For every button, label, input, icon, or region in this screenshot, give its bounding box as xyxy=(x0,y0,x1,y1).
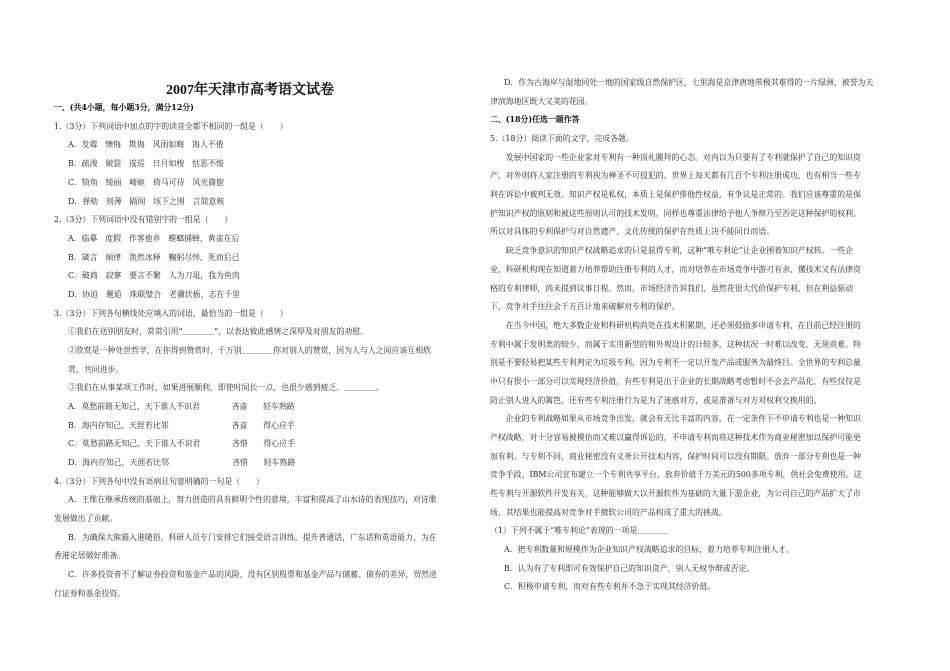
q1-option-b: B．疏浚 皴裂 逡巡 日月如梭 怙恶不悛 xyxy=(68,159,224,168)
section-heading-1: 一、(共4小题，每小题3分，满分12分) xyxy=(54,103,194,112)
q3-sentence-3: ③我们在从事某项工作时，如果进展顺利，即使时间长一点，也很少感到疲乏。＿＿＿＿。 xyxy=(68,383,384,392)
sub-question-1: （1）下列不属于“唯专利论”表现的一项是＿＿＿＿ xyxy=(490,526,669,535)
passage-line: 竞争手段，IBM公司宣布建立一个专利共享平台，放弃价值千万美元的500多项专利，供社会免费使用。这 xyxy=(490,470,862,479)
passage-line: 缺乏竞争意识的知识产权战略追求的只是获得专利，这种“唯专利论”让企业围着知识产权转。一些企 xyxy=(490,246,854,255)
passage-line: 在当今中国，绝大多数企业和科研机构尚处在技术积累期，还必须鼓励多申请专利，在目前已经注册的 xyxy=(490,321,861,330)
q3-option-a: A．莫愁前路无知己，天下谁人不识君 吝啬 轻车熟路 xyxy=(68,402,295,411)
q2-option-d: D．协迫 邂逅 珠联璧合 老骥伏枥，志在千里 xyxy=(68,290,241,299)
passage-line: 别是不要轻易把某些专利判定为垃圾专利，因为专利不一定以开发产品或服务为最终目。全世界的专利总量 xyxy=(490,358,861,367)
q2-option-b: B．箴言 倾律 涣然冰释 鞠躬尽悴，死而后已 xyxy=(68,253,240,262)
q4-option-c: C．许多投资者不了解证券投资和基金产品的风险，没有区别股票和基金产品与储蓄、债券的差异，贸然进 xyxy=(68,570,438,579)
q4-option-c-cont: 行证券和基金投资。 xyxy=(54,589,126,598)
question-3: 3.（3分）下列各句横线处应填入的词语，最恰当的一组是（ ） xyxy=(54,309,288,318)
passage-line: 加有利。与专利不同，商业秘密没有义务公开技术内容，保护时间可以没有期限。放弃一部分专利也是一种 xyxy=(490,452,861,461)
q4-option-a: A．王维在继承传统的基础上，努力创造的具有鲜明个性的意境，丰富和提高了山水诗的表现技巧，对诗歌 xyxy=(68,495,437,504)
passage-line: 防止别人进入的篱笆，还有些专利注册行为是为了迷惑对方，或是准备与对方对权利交换用的。 xyxy=(490,396,822,405)
q4-option-d-cont: 津滨海地区既大又美的花园。 xyxy=(490,97,593,106)
question-1: 1.（3分）下列词语中加点的字的读音全都不相同的一组是（ ） xyxy=(54,122,288,131)
q3-option-b: B．海内存知己，天涯若比邻 吝啬 得心应手 xyxy=(68,421,295,430)
q3-sentence-2: ②欣赏是一种处世哲学，在你得到赞赏时，千万别＿＿＿＿你对别人的赞赏，因为人与人之间应该互相欣 xyxy=(68,346,431,355)
q4-option-b-cont: 香港定居做好准备。 xyxy=(54,551,126,560)
passage-line: 下，竞争对手往往会千方百计地来破解对专利的保护。 xyxy=(490,302,680,311)
sq1-option-b: B．认为有了专利即可有效保护自己的知识资产，别人无权争辩或否定。 xyxy=(504,564,755,573)
passage-line: 些专利与开源软件开发有关，这种能够做大以开源软件为基础的大量下游企业，为公司自己的产品扩大了市 xyxy=(490,489,861,498)
sq1-option-c: C．积极申请专利，而对有些专利并不急于实现其经济价值。 xyxy=(504,582,716,591)
q4-option-d: D．作为古海岸与湿地同处一地的国家级自然保护区，七里海是京津唐地带极其难得的一片绿洲，被誉为天 xyxy=(504,78,874,87)
passage-line: 利在诉讼中被判无效。知识产权是私权，本质上是保护排他性权益，有争议是正常的。我们应该尊重的是保 xyxy=(490,190,861,199)
exam-title: 2007年天津市高考语文试卷 xyxy=(166,83,334,98)
q1-option-a: A．发霉 懊悔 欺侮 风雨如晦 海人不倦 xyxy=(68,140,224,149)
section-heading-2: 二、(18分)任选一题作答 xyxy=(490,115,580,124)
q4-option-a-cont: 发展做出了贡献。 xyxy=(54,514,118,523)
passage-line: 发展中国家的一些企业家对专利有一种顶礼膜拜的心态。对内以为只要有了专利就保护了自己的知识资 xyxy=(490,153,861,162)
q1-option-d: D．弹劾 刻薄 隔阂 垓下之围 言简意赅 xyxy=(68,197,225,206)
passage-line: 业，科研机构现在知道着力培养帮助注册专利的人才，而对培养在市场竞争中游刃有余、懂技术又有法律资 xyxy=(490,265,861,274)
q3-option-d: D．海内存知己，天涯若比邻 吝惜 轻车熟路 xyxy=(68,458,296,467)
question-5: 5.（18分）阅读下面的文字，完成各题。 xyxy=(490,134,634,143)
sq1-option-a: A．把专利数量和规模作为企业知识产权战略追求的目标，着力培养专利注册人才。 xyxy=(504,545,794,554)
passage-line: 护知识产权的原则和被这些原则认可的技术发明，同样也尊重法律给予他人争辩乃至否定这种保护的权利。 xyxy=(490,209,861,218)
question-4: 4.（3分）下列各句中没有语病且句意明确的一句是（ ） xyxy=(54,477,264,486)
q4-option-b: B．为确保大熊猫入港随俗，科研人员专门安排它们接受语言训练，提升普通话，广东话和英语能力，为在 xyxy=(68,533,437,542)
q3-sentence-2-cont: 赏，共同进步。 xyxy=(68,365,124,374)
q2-option-c: C．破商 寂寥 要言不繁 人为刀俎，我为鱼肉 xyxy=(68,271,240,280)
passage-line: 格的专利律师，尚未提到议事日程。然而，市场经济告诉我们，虽然花很大代价保护专利，但在利益驱动 xyxy=(490,284,853,293)
passage-line: 专利中属于发明类的较少，而属于实用新型的和外观设计的计较多，这种状况一时难以改变，无须责难。特 xyxy=(490,340,861,349)
q2-option-a: A．临摹 度假 作客他乡 螳螂捕蝉，黄雀在后 xyxy=(68,234,240,243)
passage-line: 产，对外则将人家注册的专利视为禅圣不可侵犯的。世界上每天都有几百个专利注册成功，也有相当一些专 xyxy=(490,171,861,180)
q3-sentence-1: ①我们在送别朋友时，常常引用“＿＿＿＿”，以表达彼此感情之深厚及对朋友的劝慰。 xyxy=(68,327,369,336)
passage-line: 企业的专利战略如果从市场竞争出发，就会有无比丰富的内容，在一定条件下不申请专利也是一种知识 xyxy=(490,414,861,423)
passage-line: 产权战略，对十分容易被模仿而又难以赢得诉讼的，不申请专利而将这种技术作为商业秘密加以保护可能更 xyxy=(490,433,861,442)
q3-option-c: C．莫愁前路无知己，天下谁人不识君 吝惜 得心应手 xyxy=(68,439,295,448)
passage-line: 所以对具体的专利保护与对自然遗产、文化传统的保护在性质上决不能同日而语。 xyxy=(490,227,775,236)
passage-line: 场，其结果也能提高对竞争对手微软公司的产品构成了重大的挑战。 xyxy=(490,508,727,517)
question-2: 2.（3分）下列词语中没有错别字的一组是（ ） xyxy=(54,215,233,224)
q1-option-c: C．犄角 绮丽 崎岖 倚马可待 风光旖旎 xyxy=(68,178,224,187)
passage-line: 中只有很小一部分可以实现经济价值，有些专利是出于企业的长期战略考虑暂时不会去产品化，有些仅仅是 xyxy=(490,377,861,386)
